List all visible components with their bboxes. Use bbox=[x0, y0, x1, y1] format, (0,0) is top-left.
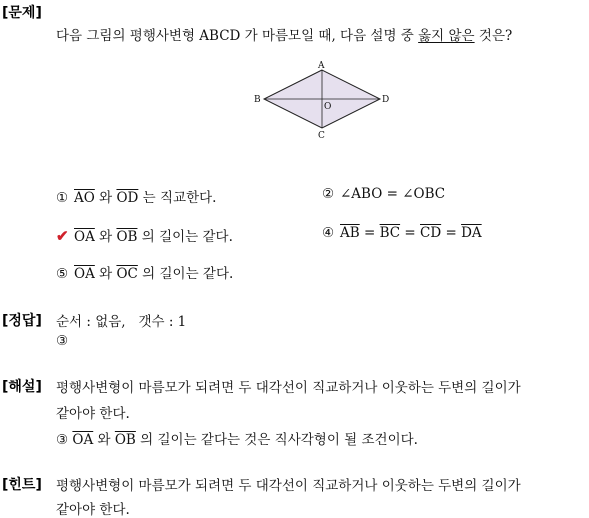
segment-ab: $\overline{AB}$ bbox=[340, 225, 360, 241]
answer-label: [정답] bbox=[2, 313, 42, 329]
segment-ob: $\overline{OB}$ bbox=[114, 432, 136, 448]
hint-line-2: 같아야 한다. bbox=[56, 502, 130, 518]
choice-2-text: ∠ABO = ∠OBC bbox=[340, 186, 446, 202]
explanation-connector: 와 bbox=[93, 432, 115, 448]
segment-da: $\overline{DA}$ bbox=[461, 225, 482, 241]
answer-line-1: 순서 : 없음, 갯수 : 1 bbox=[56, 314, 187, 330]
center-o-label: O bbox=[324, 102, 332, 112]
segment-oc: $\overline{OC}$ bbox=[116, 266, 138, 282]
segment-bc: $\overline{BC}$ bbox=[379, 225, 401, 241]
explanation-line-3 bbox=[56, 428, 418, 448]
question-suffix: 것은? bbox=[474, 28, 513, 44]
choice-3-connector: 와 bbox=[94, 229, 117, 245]
choice-5[interactable] bbox=[56, 262, 233, 282]
segment-od: $\overline{OD}$ bbox=[116, 190, 139, 206]
choice-3[interactable] bbox=[56, 225, 233, 245]
hint-line-1: 평행사변형이 마름모가 되려면 두 대각선이 직교하거나 이웃하는 두변의 길이가 bbox=[56, 478, 521, 494]
answer-line-2: ③ bbox=[56, 333, 69, 349]
equals-sign: = bbox=[400, 225, 420, 241]
explanation-tail: 의 길이는 같다는 것은 직사각형이 될 조건이다. bbox=[135, 432, 418, 448]
choice-5-number: ⑤ bbox=[56, 266, 69, 282]
choice-1[interactable] bbox=[56, 186, 216, 206]
equals-sign: = bbox=[441, 225, 462, 241]
choice-3-tail: 의 길이는 같다. bbox=[137, 229, 233, 245]
choice-1-number: ① bbox=[56, 190, 69, 206]
choice-1-tail: 는 직교한다. bbox=[138, 190, 217, 206]
explanation-line-1: 평행사변형이 마름모가 되려면 두 대각선이 직교하거나 이웃하는 두변의 길이가 bbox=[56, 380, 521, 396]
segment-oa: $\overline{OA}$ bbox=[72, 432, 94, 448]
segment-cd: $\overline{CD}$ bbox=[420, 225, 442, 241]
problem-label: [문제] bbox=[2, 5, 42, 21]
segment-ao: $\overline{AO}$ bbox=[74, 190, 95, 206]
vertex-b-label: B bbox=[254, 95, 261, 105]
explanation-line-2: 같아야 한다. bbox=[56, 406, 130, 422]
choice-4[interactable] bbox=[322, 225, 482, 241]
choice-4-number: ④ bbox=[322, 225, 335, 241]
segment-oa: $\overline{OA}$ bbox=[74, 266, 95, 282]
vertex-d-label: D bbox=[382, 95, 390, 105]
rhombus-figure bbox=[250, 60, 395, 140]
choice-5-tail: 의 길이는 같다. bbox=[137, 266, 234, 282]
segment-oa: $\overline{OA}$ bbox=[74, 229, 95, 245]
vertex-c-label: C bbox=[318, 131, 325, 140]
choice-1-connector: 와 bbox=[94, 190, 117, 206]
hint-label: [힌트] bbox=[2, 477, 42, 493]
choice-2-number: ② bbox=[322, 186, 335, 202]
check-mark-icon: ✔ bbox=[56, 227, 69, 245]
question-underlined: 옳지 않은 bbox=[418, 28, 475, 44]
explanation-number: ③ bbox=[56, 432, 73, 448]
equals-sign: = bbox=[359, 225, 380, 241]
question-prefix: 다음 그림의 평행사변형 ABCD 가 마름모일 때, 다음 설명 중 bbox=[56, 28, 419, 44]
segment-ob: $\overline{OB}$ bbox=[116, 229, 138, 245]
explanation-label: [해설] bbox=[2, 379, 42, 395]
question-text bbox=[56, 24, 512, 44]
choice-5-connector: 와 bbox=[94, 266, 117, 282]
vertex-a-label: A bbox=[318, 61, 325, 71]
choice-2[interactable] bbox=[322, 186, 445, 202]
